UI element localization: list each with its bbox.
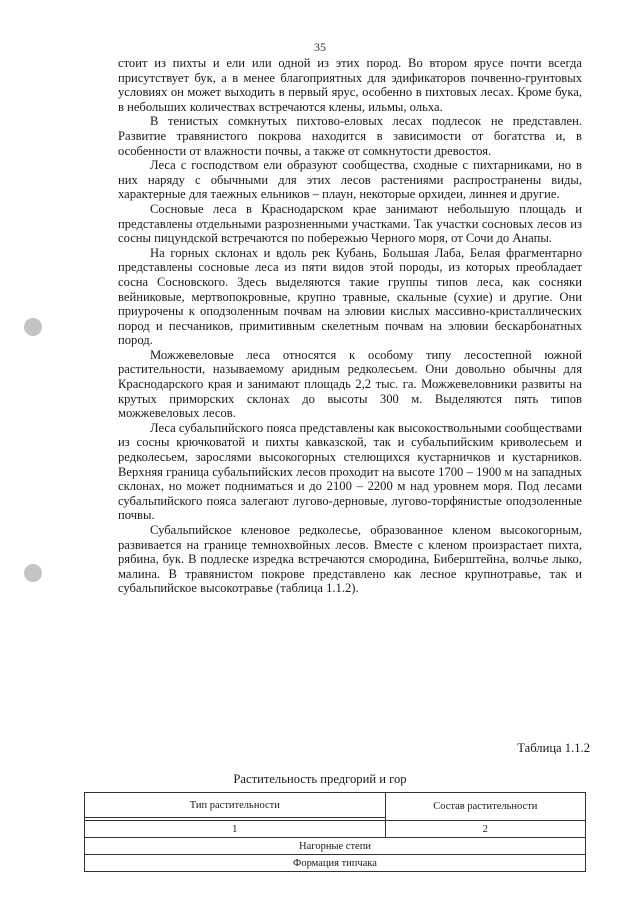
paragraph-7: Леса субальпийского пояса представлены как высокоствольными сообществами из сосны крючковатой и пихты кавказской, так и субальпийским криволесьем и редколесьем, зарослями высокогорных стелющихся кустарничков и кустарников. Верхняя граница субальпийских лесов проходит на высоте 1700 – 1900 м на западных склонах, но может подниматься и до 2100 – 2200 м над уровнем моря. Под лесами субальпийского пояса залегают лугово-дерновые, лугово-торфянистые оподзоленные почвы. (118, 420, 582, 523)
table-label: Таблица 1.1.2 (517, 741, 590, 755)
table-title: Растительность предгорий и гор (233, 772, 407, 786)
paragraph-5: На горных склонах и вдоль рек Кубань, Большая Лаба, Белая фрагментарно представлены сосновые леса из пяти видов этой породы, из которых преобладает сосна Сосновского. Здесь выделяются такие группы типов леса, как сосняки вейниковые, мертвопокровные, крупно травные, скальные (сухие) и другие. Они приурочены к оподзоленным почвам на элювии кислых массивно-кристаллических пород и песчаников, примитивным скелетным почвам на элювии бескарбонатных пород. (118, 245, 582, 348)
paragraph-6: Можжевеловые леса относятся к особому типу лесостепной южной растительности, называемому аридным редколесьем. Они довольно обычны для Краснодарского края и занимают площадь 2,2 тыс. га. Можжевеловники развиты на крутых приморских склонах до высоты 300 м. Выделяются пять типов можжевеловых лесов. (118, 347, 582, 421)
table-row (85, 838, 586, 855)
paragraph-2: В тенистых сомкнутых пихтово-еловых лесах подлесок не представлен. Развитие травянистого покрова находится в зависимости от богатства и, в особенности от влажности почвы, а также от сомкнутости древостоя. (118, 114, 582, 158)
paragraph-1: стоит из пихты и ели или одной из этих пород. Во втором ярусе почти всегда присутствует бук, а в менее благоприятных для эдификаторов почвенно-грунтовых условиях он может выходить в первый ярус, особенно в пихтовых лесах. Кроме бука, в небольших количествах встречаются клены, ильмы, ольха. (118, 56, 582, 114)
punch-hole-bottom (24, 564, 42, 582)
body-text (118, 56, 582, 596)
table-header-composition: Состав растительности (385, 793, 585, 821)
page-number: 35 (314, 40, 326, 54)
table-col-number-2: 2 (385, 821, 585, 838)
paragraph-8: Субальпийское кленовое редколесье, образованное кленом высокогорным, развивается на границе темнохвойных лесов. Вместе с кленом произрастает пихта, рябина, бук. В подлеске изредка встречаются смородина, Биберштейна, волчье лыко, малина. В травянистом покрове представлено как лесное крупнотравье, так и субальпийское высокотравье (таблица 1.1.2). (118, 523, 582, 596)
punch-hole-top (24, 318, 42, 336)
table-row (85, 855, 586, 872)
table-header-type: Тип растительности (85, 793, 386, 818)
table-header-row (85, 793, 586, 818)
paragraph-3: Леса с господством ели образуют сообщества, сходные с пихтарниками, но в них наряду с обычными для этих лесов растениями распространены виды, характерные для таежных ельников – плаун, некоторые орхидеи, линнея и другие. (118, 158, 582, 202)
table-col-number-1: 1 (85, 821, 386, 838)
table-row-fescue-formation: Формация типчака (85, 855, 586, 872)
paragraph-4: Сосновые леса в Краснодарском крае занимают небольшую площадь и представлены отдельными разрозненными участками. Так участки сосновых лесов из сосны пицундской встречаются по побережью Черного моря, от Сочи до Анапы. (118, 201, 582, 246)
vegetation-table (84, 792, 586, 872)
table-row-mountain-steppes: Нагорные степи (85, 838, 586, 855)
table-number-row (85, 821, 586, 838)
